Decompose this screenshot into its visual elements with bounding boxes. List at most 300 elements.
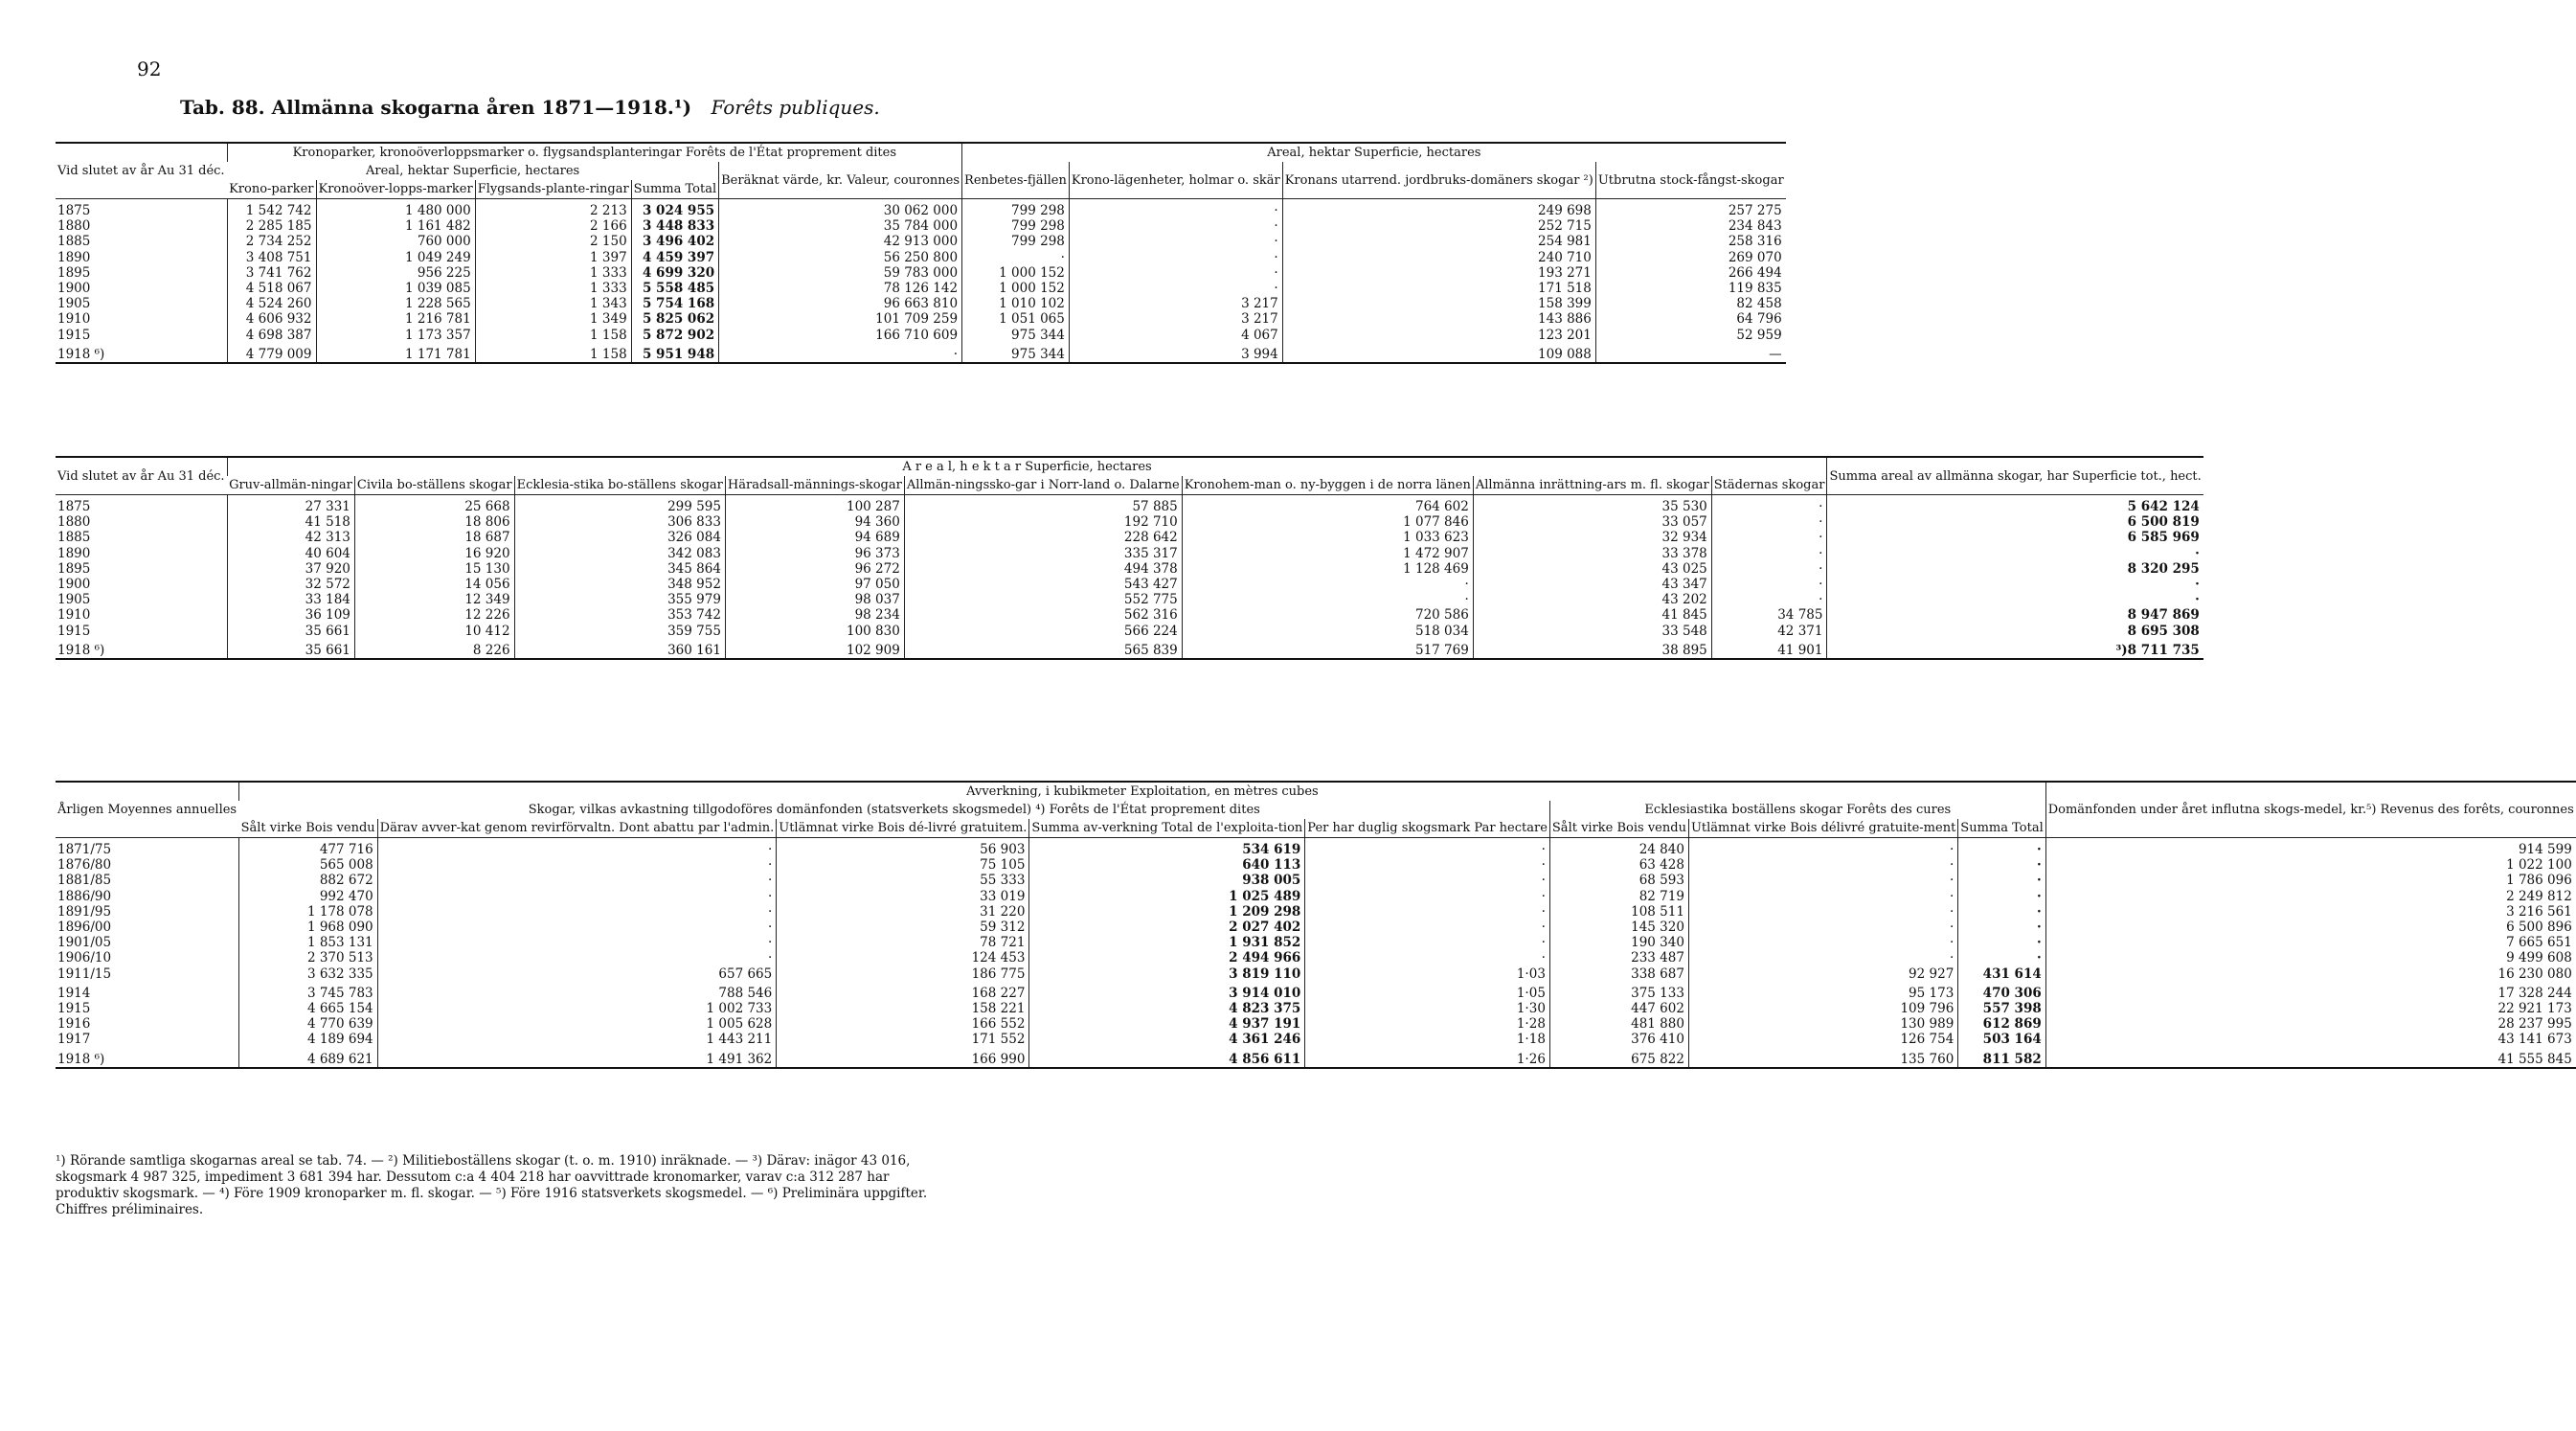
table-cell: 675 822: [1549, 1048, 1688, 1068]
table-cell: 257 275: [1595, 199, 1785, 219]
table-row: [56, 904, 2576, 920]
table-cell: 359 755: [514, 624, 725, 639]
table-cell: ·: [1688, 904, 1957, 920]
table-cell: 166 552: [777, 1016, 1029, 1032]
table-cell: 1 128 469: [1182, 561, 1473, 577]
table-cell: ·: [1827, 577, 2203, 592]
header-salt: Sålt virke Bois vendu: [240, 821, 375, 835]
table-cell: 2 150: [475, 234, 631, 249]
row-year: 1905: [57, 592, 91, 608]
table-row: [56, 838, 2576, 858]
table-cell: 6 500 896: [2045, 920, 2576, 935]
row-year: 1890: [57, 249, 91, 265]
row-year: 1917: [57, 1032, 91, 1048]
table-cell: 9 499 608: [2045, 950, 2576, 965]
header-year: Vid slutet av år Au 31 déc.: [57, 468, 225, 484]
table-cell: ·: [1182, 592, 1473, 607]
table-cell: 10 412: [354, 624, 514, 639]
table-cell: 306 833: [514, 514, 725, 530]
table-cell: 158 399: [1282, 296, 1595, 311]
table-cell: 41 555 845: [2045, 1048, 2576, 1068]
table-cell: 171 518: [1282, 281, 1595, 296]
header-overlopps: Kronoöver-lopps-marker: [316, 180, 475, 199]
table-cell: ·: [1688, 889, 1957, 904]
header-domanfond: Domänfonden under året influtna skogs-medel, kr.⁵) Revenus des forêts, couronnes: [2045, 782, 2576, 838]
table-cell: 101 709 259: [719, 311, 962, 327]
table-cell: ·: [1711, 514, 1827, 530]
table-cell: 193 271: [1282, 265, 1595, 281]
table-cell: 254 981: [1282, 234, 1595, 249]
row-year: 1881/85: [57, 873, 112, 889]
table-cell: 158 221: [777, 1001, 1029, 1016]
table-cell: 1 333: [475, 265, 631, 281]
table-cell: 3 496 402: [631, 234, 718, 249]
table-cell: 94 360: [725, 514, 904, 530]
table-cell: 4 698 387: [227, 328, 316, 343]
table-cell: ·: [1711, 592, 1827, 607]
table-cell: 35 661: [227, 639, 354, 659]
table-cell: 5 642 124: [1827, 495, 2203, 515]
table-cell: 31 220: [777, 904, 1029, 920]
table-cell: 788 546: [377, 982, 777, 1001]
table-cell: 1 209 298: [1029, 904, 1305, 920]
table-cell: 1 173 357: [316, 328, 475, 343]
table-cell: 360 161: [514, 639, 725, 659]
table-cell: 811 582: [1958, 1048, 2045, 1068]
table-cell: 799 298: [962, 218, 1070, 234]
table-cell: 720 586: [1182, 607, 1473, 623]
table-cell: 4 856 611: [1029, 1048, 1305, 1068]
table-cell: 565 839: [904, 639, 1182, 659]
table-cell: 518 034: [1182, 624, 1473, 639]
table-cell: 345 864: [514, 561, 725, 577]
table-cell: 5 951 948: [631, 343, 718, 363]
table-cell: 37 920: [227, 561, 354, 577]
table-cell: 96 373: [725, 546, 904, 561]
table-cell: 543 427: [904, 577, 1182, 592]
header-allman: Allmän-ningssko-gar i Norr-land o. Dalarne: [904, 476, 1182, 495]
table-cell: 4 361 246: [1029, 1032, 1305, 1047]
table-cell: 975 344: [962, 343, 1070, 363]
table-cell: 97 050: [725, 577, 904, 592]
table-cell: 82 719: [1549, 889, 1688, 904]
table-cell: ·: [1688, 935, 1957, 950]
header-varde: Beräknat värde, kr. Valeur, couronnes: [719, 162, 962, 199]
table-row: [56, 328, 1786, 343]
table-cell: 5 825 062: [631, 311, 718, 327]
table-cell: 4 459 397: [631, 250, 718, 265]
table-cell: 1 158: [475, 343, 631, 363]
table-cell: 42 371: [1711, 624, 1827, 639]
table-cell: 52 959: [1595, 328, 1785, 343]
table-cell: 78 126 142: [719, 281, 962, 296]
table-row: [56, 950, 2576, 965]
table-cell: 35 530: [1473, 495, 1711, 515]
table-cell: ·: [1069, 250, 1282, 265]
table-cell: 1 931 852: [1029, 935, 1305, 950]
table-cell: ·: [377, 873, 777, 888]
table-cell: 186 775: [777, 966, 1029, 982]
table-cell: 4 779 009: [227, 343, 316, 363]
table-cell: 57 885: [904, 495, 1182, 515]
table-row: [56, 577, 2203, 592]
table-cell: 82 458: [1595, 296, 1785, 311]
table-cell: ·: [1305, 920, 1550, 935]
table-cell: 338 687: [1549, 966, 1688, 982]
table-cell: ·: [377, 904, 777, 920]
table-cell: 8 320 295: [1827, 561, 2203, 577]
table-cell: 3 448 833: [631, 218, 718, 234]
table-cell: 2 734 252: [227, 234, 316, 249]
table-cell: 16 230 080: [2045, 966, 2576, 982]
table-row: [56, 495, 2203, 515]
table-cell: 2 213: [475, 199, 631, 219]
table-cell: 992 470: [239, 889, 378, 904]
table-cell: 126 754: [1688, 1032, 1957, 1047]
row-year: 1918 ⁶): [57, 1051, 105, 1067]
table-cell: ·: [377, 838, 777, 858]
table-cell: 41 845: [1473, 607, 1711, 623]
table-cell: 143 886: [1282, 311, 1595, 327]
header-summa: Summa av-verkning Total de l'exploita-tion: [1029, 819, 1305, 838]
row-year: 1910: [57, 311, 91, 328]
table-cell: 348 952: [514, 577, 725, 592]
row-year: 1900: [57, 281, 91, 297]
table-cell: 640 113: [1029, 857, 1305, 873]
header-year: Årligen Moyennes annuelles: [57, 803, 237, 817]
table-cell: 1·05: [1305, 982, 1550, 1001]
table-cell: 1 039 085: [316, 281, 475, 296]
table-cell: 92 927: [1688, 966, 1957, 982]
table-cell: 4 937 191: [1029, 1016, 1305, 1032]
table-cell: ³)8 711 735: [1827, 639, 2203, 659]
table-cell: ·: [377, 920, 777, 935]
table-cell: 612 869: [1958, 1016, 2045, 1032]
table-cell: 56 903: [777, 838, 1029, 858]
table-cell: 799 298: [962, 199, 1070, 219]
row-year: 1915: [57, 1001, 91, 1017]
table-cell: 2 166: [475, 218, 631, 234]
table-cell: 1 228 565: [316, 296, 475, 311]
table-row: [56, 514, 2203, 530]
header-renbet: Renbetes-fjällen: [962, 162, 1070, 199]
row-year: 1891/95: [57, 903, 112, 920]
header-areal: A r e a l, h e k t a r Superficie, hectares: [227, 457, 1827, 476]
table-cell: 130 989: [1688, 1016, 1957, 1032]
table-cell: 3 741 762: [227, 265, 316, 281]
row-year: 1875: [57, 499, 91, 514]
table-cell: 95 173: [1688, 982, 1957, 1001]
table-cell: 41 518: [227, 514, 354, 530]
row-year: 1895: [57, 264, 91, 281]
row-year: 1911/15: [57, 965, 112, 982]
table-cell: 22 921 173: [2045, 1001, 2576, 1016]
table-cell: 33 019: [777, 889, 1029, 904]
table-cell: 1 000 152: [962, 281, 1070, 296]
table-cell: 342 083: [514, 546, 725, 561]
table-row: [56, 561, 2203, 577]
row-year: 1880: [57, 218, 91, 235]
header-eckl: Ecklesiastika boställens skogar Forêts des cures: [1549, 801, 2045, 819]
table-cell: 41 901: [1711, 639, 1827, 659]
table-row: [56, 592, 2203, 607]
table-cell: 376 410: [1549, 1032, 1688, 1047]
row-year: 1918 ⁶): [57, 642, 105, 658]
table-cell: 98 234: [725, 607, 904, 623]
table-cell: ·: [719, 343, 962, 363]
table-cell: ·: [1069, 218, 1282, 234]
table-cell: 27 331: [227, 495, 354, 515]
table-cell: 240 710: [1282, 250, 1595, 265]
row-year: 1910: [57, 607, 91, 624]
table-cell: 43 025: [1473, 561, 1711, 577]
table-cell: 12 226: [354, 607, 514, 623]
table-cell: ·: [1958, 873, 2045, 888]
table-cell: 8 695 308: [1827, 624, 2203, 639]
table-cell: 171 552: [777, 1032, 1029, 1047]
table-cell: 4 665 154: [239, 1001, 378, 1016]
table-cell: ·: [1305, 935, 1550, 950]
row-year: 1876/80: [57, 857, 112, 874]
table-cell: 3 632 335: [239, 966, 378, 982]
table-cell: 36 109: [227, 607, 354, 623]
table-cell: 4 189 694: [239, 1032, 378, 1047]
header-summa: Summa areal av allmänna skogar, har Superficie tot., hect.: [1827, 457, 2203, 495]
table-cell: ·: [1711, 495, 1827, 515]
table-cell: 534 619: [1029, 838, 1305, 858]
row-year: 1906/10: [57, 950, 112, 966]
table-cell: 266 494: [1595, 265, 1785, 281]
table-row: [56, 265, 1786, 281]
table-cell: 1 022 100: [2045, 857, 2576, 873]
row-year: 1875: [57, 203, 91, 218]
title-french: Forêts publiques.: [711, 96, 880, 119]
table-cell: 760 000: [316, 234, 475, 249]
table-cell: 192 710: [904, 514, 1182, 530]
header-areal: Areal, hektar Superficie, hectares: [365, 164, 580, 178]
table-cell: 1 853 131: [239, 935, 378, 950]
header-kronans: Kronans utarrend. jordbruks-domäners skogar ²): [1282, 162, 1595, 199]
table-cell: 1 178 078: [239, 904, 378, 920]
header-stader: Städernas skogar: [1711, 476, 1827, 495]
header-civila: Civila bo-ställens skogar: [354, 476, 514, 495]
table-cell: 764 602: [1182, 495, 1473, 515]
title-main: Tab. 88. Allmänna skogarna åren 1871—1918.¹): [180, 96, 692, 119]
table-cell: 269 070: [1595, 250, 1785, 265]
table-cell: ·: [1688, 857, 1957, 873]
header-avverkning: Avverkning, i kubikmeter Exploitation, en mètres cubes: [239, 782, 2046, 801]
table-cell: 1 161 482: [316, 218, 475, 234]
header-krono: Krono-parker: [229, 182, 314, 196]
table-cell: 30 062 000: [719, 199, 962, 219]
table-cell: 5 872 902: [631, 328, 718, 343]
header-utlamnat2: Utlämnat virke Bois délivré gratuite-ment: [1688, 819, 1957, 838]
table-avverkning: [56, 781, 2576, 1069]
table-cell: 35 661: [227, 624, 354, 639]
table-cell: 135 760: [1688, 1048, 1957, 1068]
table-row: [56, 1016, 2576, 1032]
table-cell: 17 328 244: [2045, 982, 2576, 1001]
table-cell: 1·18: [1305, 1032, 1550, 1047]
table-cell: 234 843: [1595, 218, 1785, 234]
header-skogar: Skogar, vilkas avkastning tillgodoföres domänfonden (statsverkets skogsmedel) ⁴) Forêts de l'État proprement dites: [528, 803, 1260, 817]
table-cell: 102 909: [725, 639, 904, 659]
row-year: 1915: [57, 623, 91, 639]
table-cell: 2 494 966: [1029, 950, 1305, 965]
table-cell: 168 227: [777, 982, 1029, 1001]
footnotes: ¹) Rörande samtliga skogarnas areal se tab. 74. — ²) Militieboställens skogar (t. o. m. 1910) inräknade. — ³) Därav: inägor 43 016, skogsmark 4 987 325, impediment 3 681 394 har. Dessutom c:a 4 404 218 har oavvittrade kronomarker, varav c:a 312 287 har produktiv skogsmark. — ⁴) Före 1909 kronoparker m. fl. skogar. — ⁵) Före 1916 statsverkets skogsmedel. — ⁶) Preliminära uppgifter. Chiffres préliminaires.: [56, 1153, 928, 1217]
table-cell: 38 895: [1473, 639, 1711, 659]
table-cell: 32 572: [227, 577, 354, 592]
table-cell: ·: [1827, 546, 2203, 561]
table-cell: 975 344: [962, 328, 1070, 343]
table-cell: ·: [1711, 577, 1827, 592]
table-row: [56, 982, 2576, 1001]
table-cell: 3 914 010: [1029, 982, 1305, 1001]
table-row: [56, 966, 2576, 982]
table-cell: 1 002 733: [377, 1001, 777, 1016]
row-year: 1918 ⁶): [57, 346, 105, 362]
table-cell: 2 249 812: [2045, 889, 2576, 904]
row-year: 1885: [57, 530, 91, 546]
table-cell: 447 602: [1549, 1001, 1688, 1016]
row-year: 1886/90: [57, 888, 112, 904]
table-cell: 1 033 623: [1182, 530, 1473, 545]
table-cell: 431 614: [1958, 966, 2045, 982]
table-cell: 1 010 102: [962, 296, 1070, 311]
table-cell: 258 316: [1595, 234, 1785, 249]
table-cell: 3 819 110: [1029, 966, 1305, 982]
table-row: [56, 624, 2203, 639]
header-year: Vid slutet av år Au 31 déc.: [57, 164, 225, 178]
table-cell: 1 343: [475, 296, 631, 311]
table-row: [56, 250, 1786, 265]
table-cell: 1 472 907: [1182, 546, 1473, 561]
table-row: [56, 343, 1786, 363]
table-cell: 4 823 375: [1029, 1001, 1305, 1016]
table-row: [56, 857, 2576, 873]
table-cell: 233 487: [1549, 950, 1688, 965]
table-cell: 4 699 320: [631, 265, 718, 281]
table-cell: 4 770 639: [239, 1016, 378, 1032]
table-cell: ·: [1688, 838, 1957, 858]
table-row: [56, 1048, 2576, 1068]
table-cell: 562 316: [904, 607, 1182, 623]
row-year: 1901/05: [57, 935, 112, 951]
table-cell: 42 313: [227, 530, 354, 545]
table-cell: 94 689: [725, 530, 904, 545]
table-cell: 1 051 065: [962, 311, 1070, 327]
header-group: Kronoparker, kronoöverloppsmarker o. flygsandsplanteringar Forêts de l'État proprement dites: [227, 143, 961, 162]
table-row: [56, 218, 1786, 234]
table-cell: 1 005 628: [377, 1016, 777, 1032]
table-cell: 109 088: [1282, 343, 1595, 363]
table-row: [56, 546, 2203, 561]
table-cell: 326 084: [514, 530, 725, 545]
table-cell: —: [1595, 343, 1785, 363]
table-cell: 109 796: [1688, 1001, 1957, 1016]
table-cell: 882 672: [239, 873, 378, 888]
table-cell: 1 216 781: [316, 311, 475, 327]
table-cell: 494 378: [904, 561, 1182, 577]
table-cell: 335 317: [904, 546, 1182, 561]
table-cell: 43 347: [1473, 577, 1711, 592]
table-cell: 4 067: [1069, 328, 1282, 343]
row-year: 1916: [57, 1016, 91, 1033]
table-row: [56, 199, 1786, 219]
table-cell: 145 320: [1549, 920, 1688, 935]
table-cell: 552 775: [904, 592, 1182, 607]
table-cell: ·: [1305, 904, 1550, 920]
table-cell: 8 947 869: [1827, 607, 2203, 623]
row-year: 1885: [57, 234, 91, 250]
table-cell: 3 024 955: [631, 199, 718, 219]
table-cell: 1 158: [475, 328, 631, 343]
table-cell: ·: [1182, 577, 1473, 592]
table-cell: 8 226: [354, 639, 514, 659]
table-cell: ·: [1305, 950, 1550, 965]
table-cell: 63 428: [1549, 857, 1688, 873]
table-cell: 252 715: [1282, 218, 1595, 234]
table-cell: 96 663 810: [719, 296, 962, 311]
table-cell: 32 934: [1473, 530, 1711, 545]
header-utlamnat: Utlämnat virke Bois dé-livré gratuitem.: [777, 819, 1029, 838]
table-cell: 1 786 096: [2045, 873, 2576, 888]
header-utbrutna: Utbrutna stock-fångst-skogar: [1595, 162, 1785, 199]
table-cell: ·: [1711, 561, 1827, 577]
table-cell: 35 784 000: [719, 218, 962, 234]
table-cell: ·: [1305, 873, 1550, 888]
table-cell: ·: [1958, 904, 2045, 920]
table-cell: ·: [1069, 265, 1282, 281]
table-cell: 68 593: [1549, 873, 1688, 888]
header-per: Per har duglig skogsmark Par hectare: [1305, 819, 1550, 838]
table-cell: 100 830: [725, 624, 904, 639]
table-row: [56, 639, 2203, 659]
table-cell: 299 595: [514, 495, 725, 515]
table-cell: ·: [962, 250, 1070, 265]
table-cell: 5 558 485: [631, 281, 718, 296]
table-cell: 43 202: [1473, 592, 1711, 607]
table-cell: 7 665 651: [2045, 935, 2576, 950]
table-cell: ·: [1958, 889, 2045, 904]
table-cell: 355 979: [514, 592, 725, 607]
table-cell: 33 057: [1473, 514, 1711, 530]
table-cell: 4 524 260: [227, 296, 316, 311]
table-cell: ·: [377, 889, 777, 904]
table-cell: 517 769: [1182, 639, 1473, 659]
table-row: [56, 1032, 2576, 1047]
table-cell: 914 599: [2045, 838, 2576, 858]
table-cell: 12 349: [354, 592, 514, 607]
table-cell: ·: [1069, 199, 1282, 219]
table-cell: 190 340: [1549, 935, 1688, 950]
header-salt2: Sålt virke Bois vendu: [1549, 819, 1688, 838]
header-eckles: Ecklesia-stika bo-ställens skogar: [514, 476, 725, 495]
table-cell: 1·28: [1305, 1016, 1550, 1032]
table-cell: ·: [1688, 920, 1957, 935]
table-cell: 33 184: [227, 592, 354, 607]
table-cell: 1 542 742: [227, 199, 316, 219]
table-cell: 40 604: [227, 546, 354, 561]
table-row: [56, 1001, 2576, 1016]
header-gruv: Gruv-allmän-ningar: [229, 478, 352, 492]
table-cell: ·: [1958, 857, 2045, 873]
table-cell: 1 171 781: [316, 343, 475, 363]
header-kronolag: Krono-lägenheter, holmar o. skär: [1069, 162, 1282, 199]
table-cell: 3 745 783: [239, 982, 378, 1001]
header-allmanna: Allmänna inrättning-ars m. fl. skogar: [1473, 476, 1711, 495]
